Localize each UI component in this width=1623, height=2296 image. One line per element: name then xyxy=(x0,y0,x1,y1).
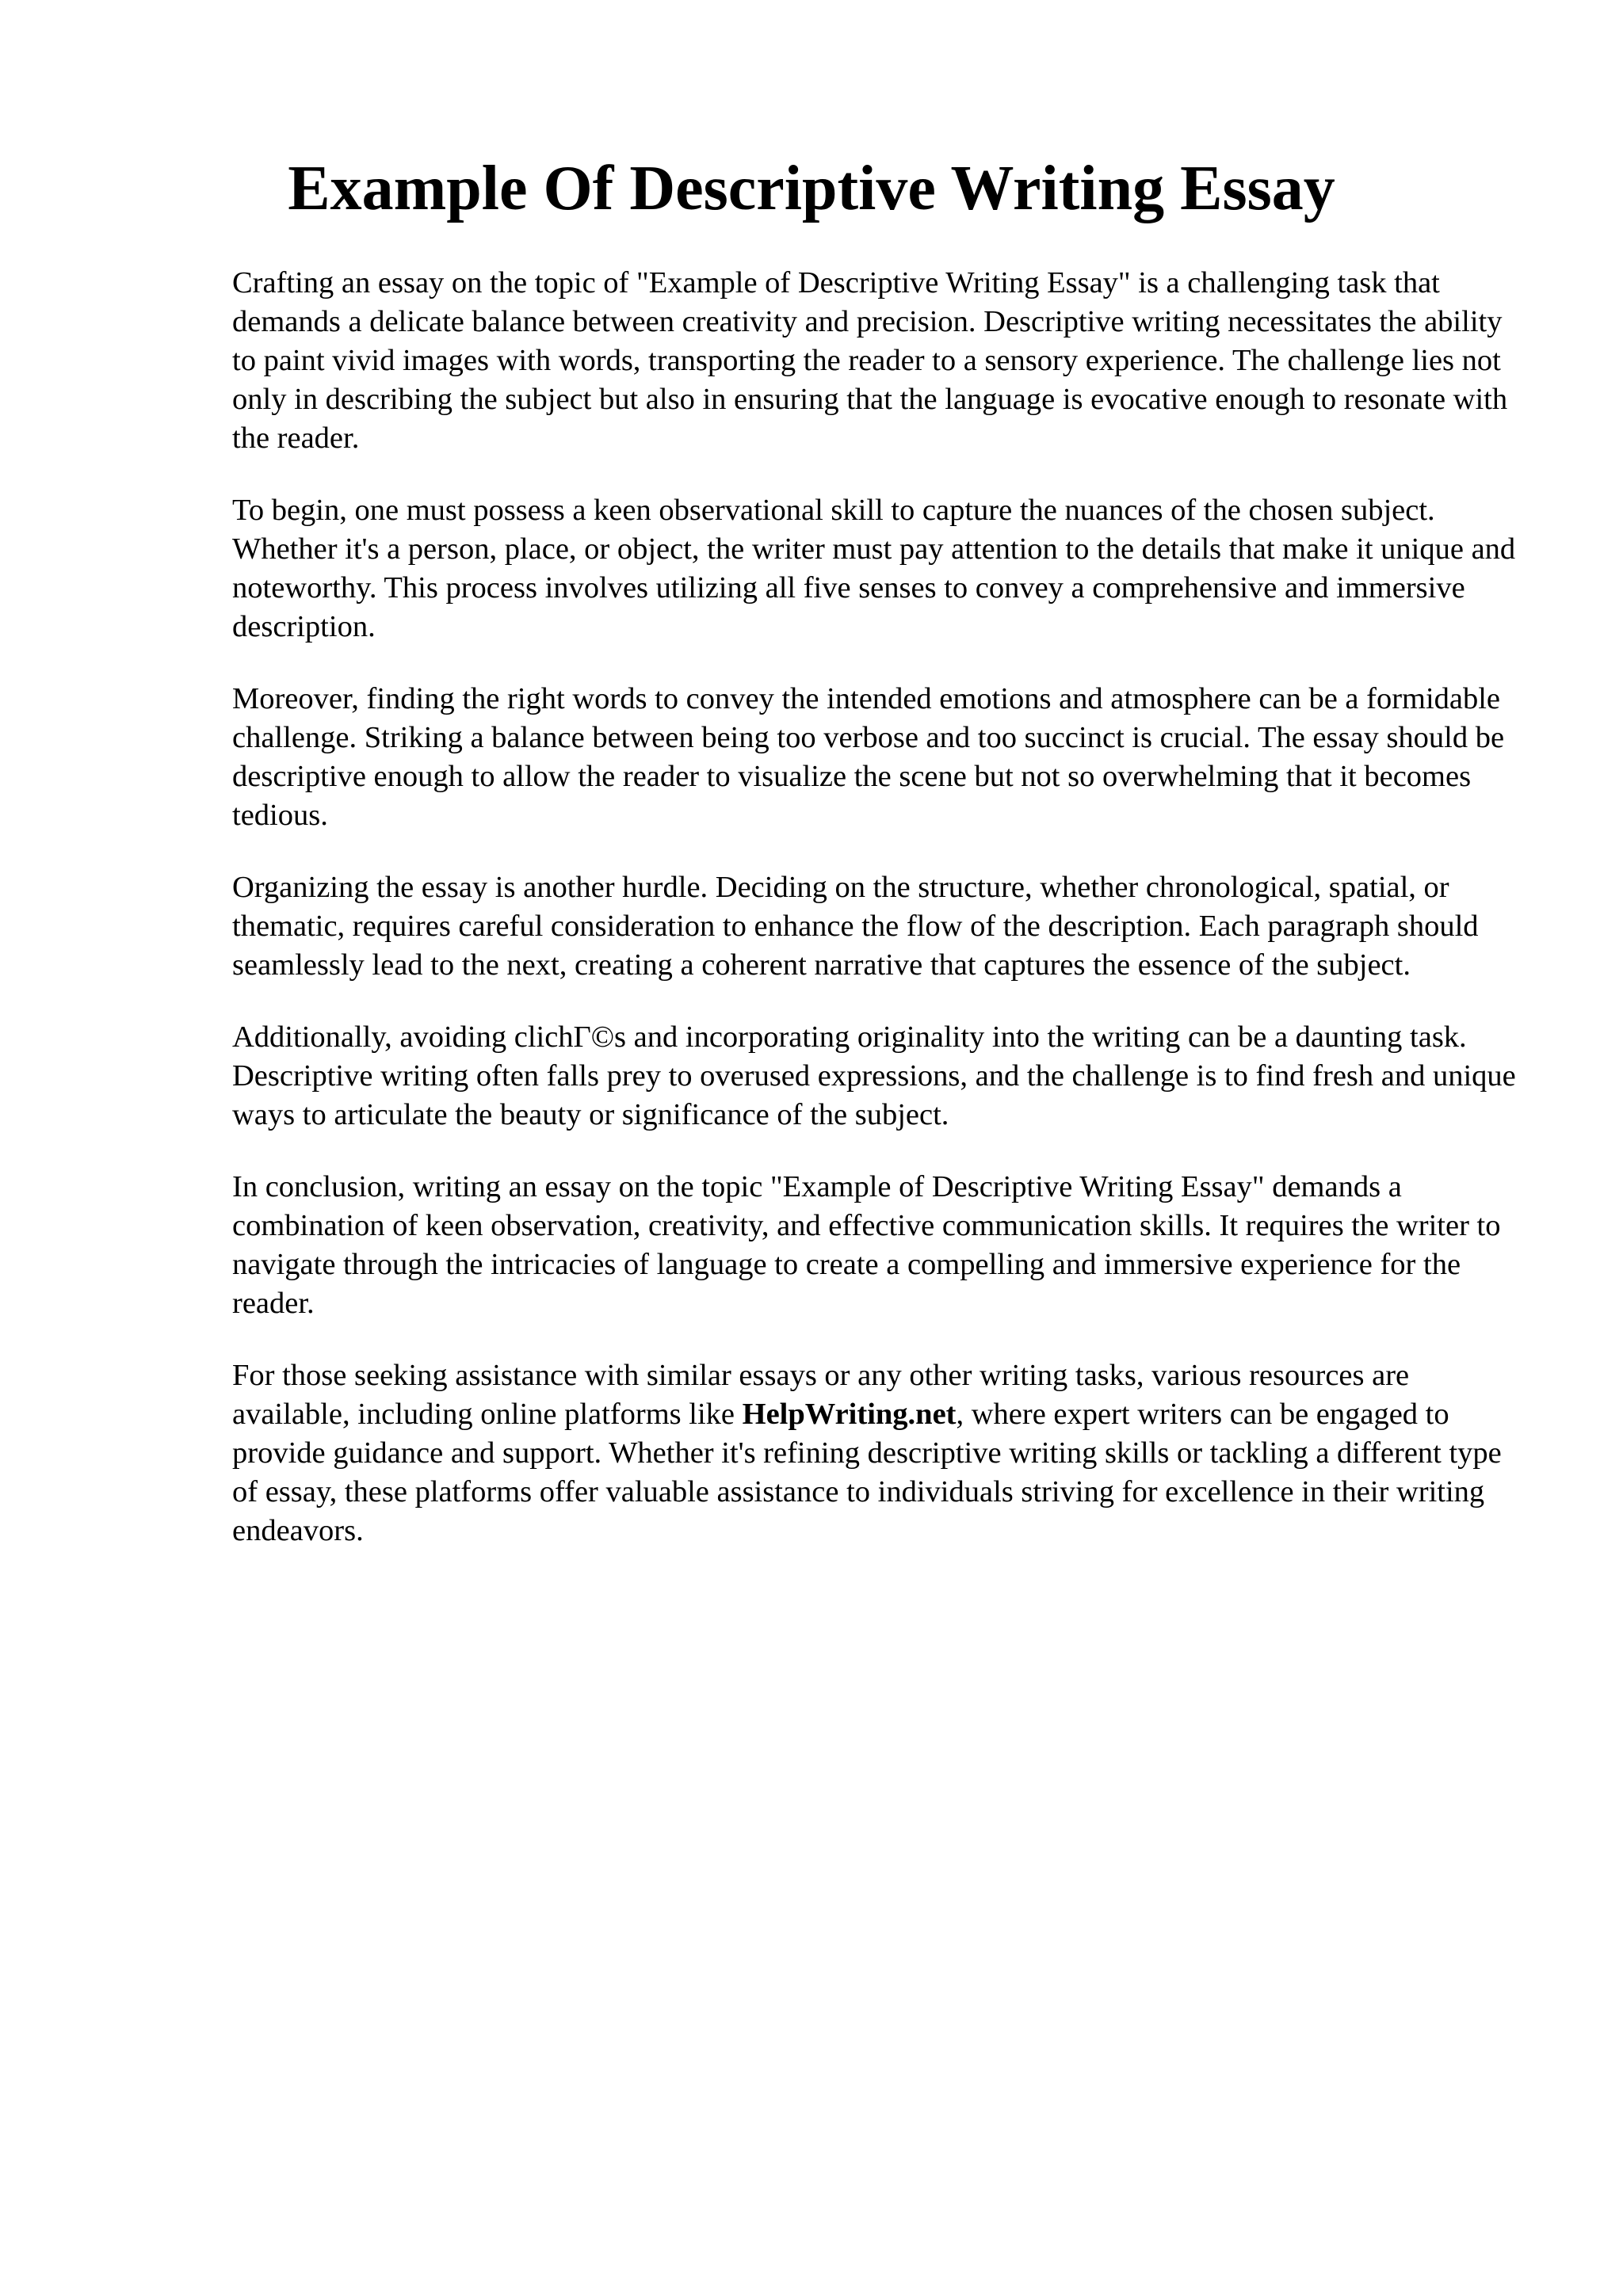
paragraph-resources xyxy=(232,1356,1524,1550)
resources-text-after: , where expert writers can be engaged to provide guidance and support. Whether it's refining descriptive writing skills or tackling a different type of essay, these platforms offer valuable assistance to individuals striving for excellence in their writing endeavors. xyxy=(232,1398,1502,1547)
essay-body xyxy=(232,264,1524,1584)
paragraph-conclusion: In conclusion, writing an essay on the topic "Example of Descriptive Writing Essay" demands a combination of keen observation, creativity, and effective communication skills. It requires the writer to navigate through the intricacies of language to create a compelling and immersive experience for the reader. xyxy=(232,1170,1501,1320)
paragraph-observation: To begin, one must possess a keen observational skill to capture the nuances of the chosen subject. Whether it's a person, place, or object, the writer must pay attention to the details that make it unique and noteworthy. This process involves utilizing all five senses to convey a comprehensive and immersive description. xyxy=(232,494,1516,643)
brand-name: HelpWriting.net xyxy=(742,1398,957,1431)
paragraph-originality: Additionally, avoiding clichΓ©s and incorporating originality into the writing can be a daunting task. Descriptive writing often falls prey to overused expressions, and the challenge is to find fresh and unique ways to articulate the beauty or significance of the subject. xyxy=(232,1020,1516,1131)
paragraph-word-choice: Moreover, finding the right words to convey the intended emotions and atmosphere can be a formidable challenge. Striking a balance between being too verbose and too succinct is crucial. The essay should be descriptive enough to allow the reader to visualize the scene but not so overwhelming that it becomes tedious. xyxy=(232,682,1505,832)
paragraph-intro: Crafting an essay on the topic of "Example of Descriptive Writing Essay" is a challenging task that demands a delicate balance between creativity and precision. Descriptive writing necessitates the ability to paint vivid images with words, transporting the reader to a sensory experience. The challenge lies not only in describing the subject but also in ensuring that the language is evocative enough to resonate with the reader. xyxy=(232,266,1508,455)
paragraph-organization: Organizing the essay is another hurdle. Deciding on the structure, whether chronological, spatial, or thematic, requires careful consideration to enhance the flow of the description. Each paragraph should seamlessly lead to the next, creating a coherent narrative that captures the essence of the subject. xyxy=(232,871,1479,982)
page-title: Example Of Descriptive Writing Essay xyxy=(288,154,1335,223)
resources-text-before: For those seeking assistance with similar essays or any other writing tasks, various resources are available, including online platforms like xyxy=(232,1359,1410,1431)
